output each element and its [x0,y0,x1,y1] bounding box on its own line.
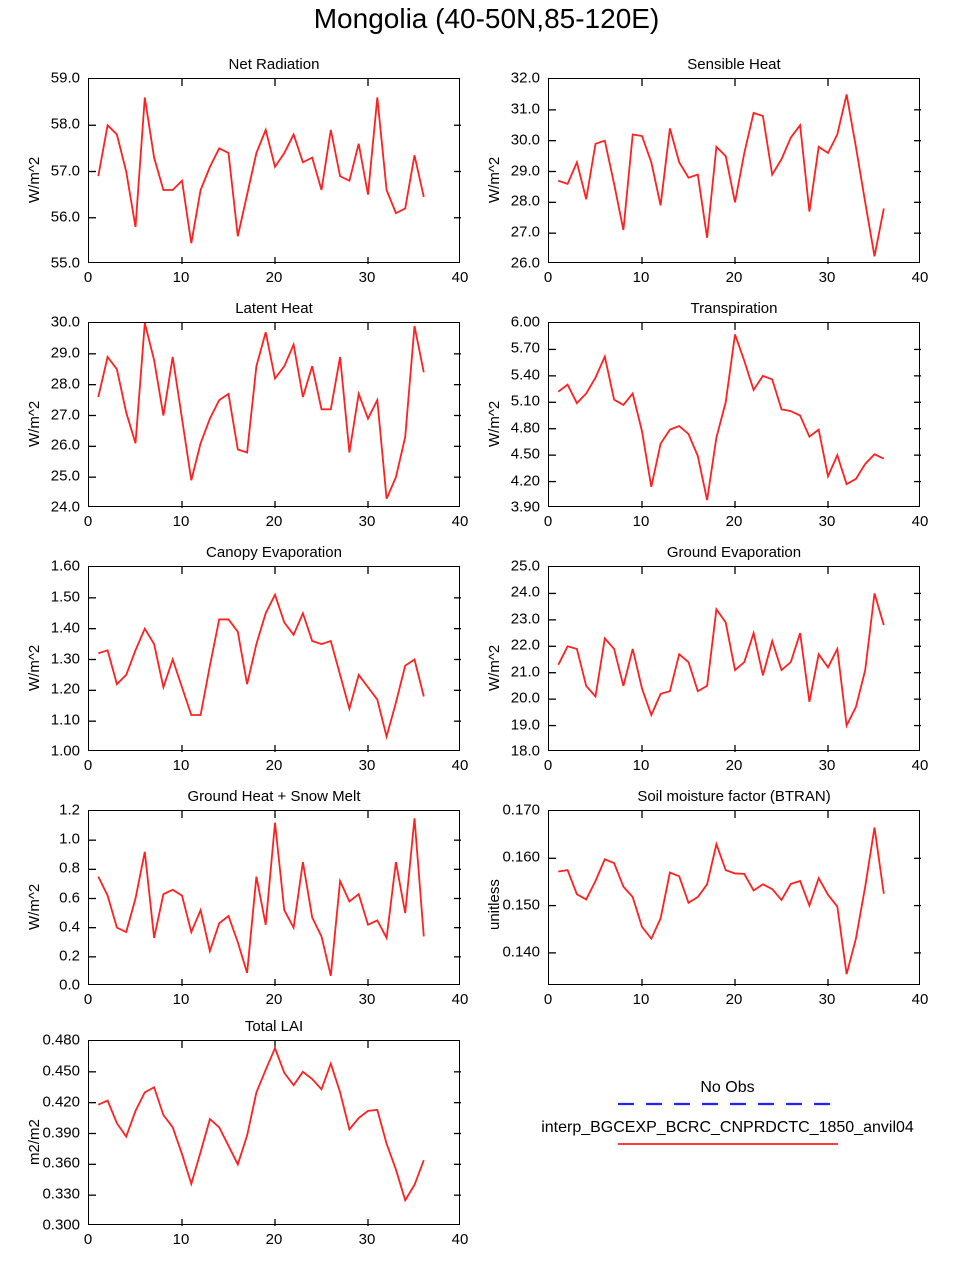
y-tick-label: 0.2 [59,947,80,965]
x-tick-label: 40 [911,269,929,286]
y-tick-label: 0.390 [42,1124,80,1141]
x-tick-label: 40 [911,757,929,774]
y-tick-label: 1.40 [50,619,80,637]
y-tick-label: 21.0 [510,663,540,681]
x-tick-label: 30 [818,991,836,1008]
y-tick-label: 0.420 [42,1093,80,1111]
y-tick-label: 23.0 [510,610,540,628]
y-tick-label: 0.0 [59,976,80,994]
x-tick-label: 20 [725,513,743,530]
y-tick-label: 1.60 [50,557,80,575]
y-tick-label: 27.0 [510,223,540,241]
y-tick-label: 0.360 [42,1154,80,1172]
x-tick-label: 30 [358,991,376,1008]
x-tick-label: 10 [172,757,190,774]
y-tick-label: 22.0 [510,636,540,654]
plot-area [548,78,920,263]
y-tick-label: 0.4 [59,918,80,936]
y-tick-label: 31.0 [510,100,540,118]
x-tick-label: 20 [265,269,283,286]
x-tick-label: 20 [725,757,743,774]
series-canvas [89,811,461,986]
chart-title: Canopy Evaporation [206,544,342,561]
x-tick-label: 0 [83,269,93,286]
y-tick-label: 25.0 [50,467,80,485]
x-tick-label: 10 [632,757,650,774]
y-tick-label: 1.10 [50,711,80,729]
y-tick-label: 32.0 [510,69,540,87]
legend [500,1079,955,1159]
data-series-line [98,595,424,737]
data-series-line [558,334,884,500]
x-tick-label: 30 [818,513,836,530]
y-tick-label: 0.8 [59,859,80,877]
y-axis-label: W/m^2 [26,644,43,691]
y-tick-label: 5.70 [510,339,540,357]
plot-area [548,566,920,751]
x-tick-label: 20 [265,991,283,1008]
chart-panel [26,1018,469,1248]
x-tick-label: 0 [83,991,93,1008]
x-tick-label: 30 [358,1231,376,1248]
chart-title: Transpiration [690,300,778,317]
y-tick-label: 0.450 [42,1062,80,1080]
y-axis-label: W/m^2 [486,156,503,203]
y-tick-label: 5.10 [510,392,540,410]
plot-area [88,1040,460,1225]
legend-line-sample [618,1139,838,1149]
y-tick-label: 20.0 [510,689,540,707]
series-canvas [89,1041,461,1226]
y-tick-label: 4.20 [510,472,540,490]
x-tick-label: 20 [265,1231,283,1248]
series-canvas [549,79,921,264]
x-tick-label: 30 [818,757,836,774]
chart-title: Ground Heat + Snow Melt [187,788,361,805]
y-tick-label: 6.00 [510,313,540,331]
x-tick-label: 10 [172,513,190,530]
y-tick-label: 29.0 [50,344,80,362]
series-canvas [549,567,921,752]
y-tick-label: 29.0 [510,162,540,179]
x-tick-label: 0 [83,513,93,530]
y-axis-label: W/m^2 [26,883,43,930]
x-tick-label: 0 [83,1231,93,1248]
legend-line-sample [618,1099,838,1109]
series-canvas [89,323,461,508]
plot-area [88,78,460,263]
y-tick-label: 24.0 [50,498,80,516]
y-tick-label: 59.0 [50,69,80,87]
data-series-line [98,98,424,244]
y-tick-label: 1.30 [50,650,80,667]
x-tick-label: 10 [172,991,190,1008]
data-series-line [98,818,424,976]
x-tick-label: 20 [725,991,743,1008]
x-tick-label: 40 [451,991,469,1008]
y-tick-label: 30.0 [50,313,80,331]
x-tick-label: 40 [451,269,469,286]
x-tick-label: 40 [911,513,929,530]
chart-title: Latent Heat [235,300,313,317]
chart-panel [486,788,929,1008]
plot-area [88,810,460,985]
y-axis-label: W/m^2 [486,644,503,691]
y-tick-label: 25.0 [510,557,540,575]
x-tick-label: 40 [451,513,469,530]
chart-panel [486,544,929,774]
y-tick-label: 4.80 [510,419,540,437]
x-tick-label: 20 [265,513,283,530]
chart-panel [26,300,469,530]
y-tick-label: 5.40 [510,366,540,384]
plot-area [88,566,460,751]
chart-title: Soil moisture factor (BTRAN) [637,788,831,805]
x-tick-label: 10 [632,991,650,1008]
y-tick-label: 0.330 [42,1185,80,1203]
y-axis-label: m2/m2 [26,1118,43,1165]
legend-entry [500,1119,955,1149]
legend-label: No Obs [700,1079,755,1096]
data-series-line [558,593,884,725]
y-tick-label: 1.50 [50,588,80,606]
x-tick-label: 20 [725,269,743,286]
x-tick-label: 30 [818,269,836,286]
y-tick-label: 0.140 [502,943,540,961]
y-tick-label: 3.90 [510,498,540,516]
chart-panel [26,56,469,286]
y-tick-label: 24.0 [510,583,540,601]
data-series-line [98,1048,424,1200]
y-axis-label: W/m^2 [486,400,503,447]
y-tick-label: 58.0 [50,115,80,133]
data-series-line [558,828,884,975]
chart-title: Total LAI [244,1018,304,1035]
chart-panel [26,788,469,1008]
data-series-line [98,323,424,499]
y-tick-label: 27.0 [50,406,80,423]
y-tick-label: 56.0 [50,208,80,226]
y-tick-label: 0.170 [502,801,540,819]
chart-title: Sensible Heat [687,56,781,73]
y-tick-label: 4.50 [510,445,540,463]
y-tick-label: 0.480 [42,1031,80,1049]
y-tick-label: 28.0 [510,192,540,210]
y-tick-label: 1.20 [50,680,80,698]
x-tick-label: 0 [543,269,553,286]
legend-entry [500,1079,955,1109]
x-tick-label: 40 [451,757,469,774]
chart-panel [486,56,929,286]
y-tick-label: 19.0 [510,716,540,734]
y-tick-label: 1.2 [59,801,80,819]
series-canvas [89,567,461,752]
x-tick-label: 10 [632,269,650,286]
x-tick-label: 0 [543,513,553,530]
chart-panel [26,544,469,774]
y-axis-label: W/m^2 [26,400,43,447]
page-title: Mongolia (40-50N,85-120E) [313,3,660,34]
x-tick-label: 0 [543,991,553,1008]
series-canvas [549,811,921,986]
x-tick-label: 10 [172,1231,190,1248]
x-tick-label: 30 [358,757,376,774]
y-tick-label: 18.0 [510,742,540,760]
y-tick-label: 1.00 [50,742,80,760]
y-tick-label: 26.0 [50,436,80,454]
chart-panel [486,300,929,530]
y-tick-label: 55.0 [50,254,80,272]
y-tick-label: 28.0 [50,375,80,393]
y-tick-label: 0.6 [59,889,80,906]
plot-area [548,322,920,507]
plot-area [88,322,460,507]
y-tick-label: 1.0 [59,830,80,848]
y-tick-label: 0.150 [502,896,540,914]
x-tick-label: 40 [911,991,929,1008]
plot-area [548,810,920,985]
y-tick-label: 0.300 [42,1216,80,1234]
x-tick-label: 0 [83,757,93,774]
x-tick-label: 10 [172,269,190,286]
chart-title: Ground Evaporation [666,544,802,561]
data-series-line [558,94,884,256]
y-axis-label: unitless [486,878,503,930]
x-tick-label: 10 [632,513,650,530]
x-tick-label: 30 [358,269,376,286]
y-tick-label: 0.160 [502,848,540,866]
chart-title: Net Radiation [228,56,320,73]
x-tick-label: 40 [451,1231,469,1248]
x-tick-label: 20 [265,757,283,774]
x-tick-label: 0 [543,757,553,774]
x-tick-label: 30 [358,513,376,530]
y-axis-label: W/m^2 [26,156,43,203]
y-tick-label: 57.0 [50,162,80,179]
y-tick-label: 30.0 [510,131,540,149]
series-canvas [89,79,461,264]
legend-label: interp_BGCEXP_BCRC_CNPRDCTC_1850_anvil04 [541,1119,914,1136]
series-canvas [549,323,921,508]
y-tick-label: 26.0 [510,254,540,272]
